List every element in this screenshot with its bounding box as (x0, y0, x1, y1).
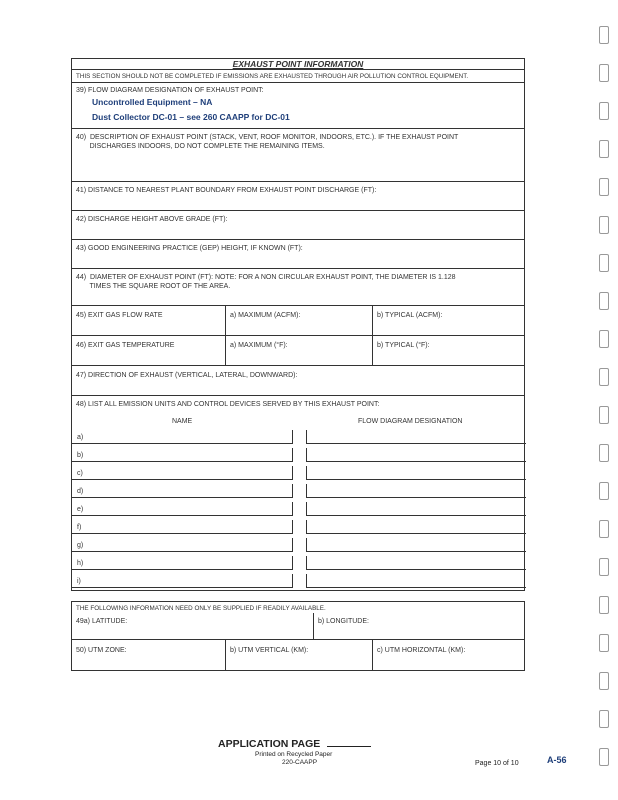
q46-typical-field[interactable]: b) TYPICAL (°F): (377, 342, 430, 349)
q42-row[interactable] (72, 211, 524, 240)
name-entry-field[interactable] (72, 466, 293, 480)
section-note-row (72, 70, 524, 83)
name-entry-field[interactable] (72, 556, 293, 570)
col-flow-header: FLOW DIAGRAM DESIGNATION (358, 418, 463, 425)
q40-row[interactable] (72, 129, 524, 182)
q43-label: 43) GOOD ENGINEERING PRACTICE (GEP) HEIGHT, IF KNOWN (FT): (76, 245, 303, 252)
section-title-row (72, 59, 524, 70)
q47-label: 47) DIRECTION OF EXHAUST (VERTICAL, LATERAL, DOWNWARD): (76, 372, 298, 379)
q39-answer-2[interactable]: Dust Collector DC-01 – see 260 CAAPP for DC-01 (92, 112, 290, 122)
binder-tab (599, 748, 609, 766)
q43-row[interactable] (72, 240, 524, 269)
name-entry-field[interactable] (72, 484, 293, 498)
binder-tab (599, 444, 609, 462)
q39-answer-1[interactable]: Uncontrolled Equipment – NA (92, 97, 213, 107)
entry-letter: d) (77, 488, 84, 495)
page-count: Page 10 of 10 (475, 760, 519, 767)
flow-designation-entry-field[interactable] (306, 466, 526, 480)
page-number-blank[interactable] (327, 746, 371, 747)
utm-row (72, 640, 524, 671)
col-name-header: NAME (172, 418, 193, 425)
latlon-row (72, 613, 524, 640)
section-title: EXHAUST POINT INFORMATION (232, 59, 364, 69)
flow-designation-entry-field[interactable] (306, 538, 526, 552)
q45-row (72, 306, 524, 336)
entry-letter: c) (77, 470, 83, 477)
location-note: THE FOLLOWING INFORMATION NEED ONLY BE SUPPLIED IF READILY AVAILABLE. (76, 605, 326, 612)
q48-label: 48) LIST ALL EMISSION UNITS AND CONTROL DEVICES SERVED BY THIS EXHAUST POINT: (76, 401, 380, 408)
utm-zone-field[interactable]: 50) UTM ZONE: (76, 647, 127, 654)
location-form (71, 601, 525, 671)
exhaust-point-form (71, 58, 525, 591)
binder-tab (599, 254, 609, 272)
utm-vertical-field[interactable]: b) UTM VERTICAL (KM): (230, 647, 309, 654)
q42-label: 42) DISCHARGE HEIGHT ABOVE GRADE (FT): (76, 216, 228, 223)
form-code: 220-CAAPP (282, 759, 318, 766)
location-note-row (72, 602, 524, 613)
q46-row (72, 336, 524, 366)
q44-row[interactable] (72, 269, 524, 306)
binder-tab (599, 330, 609, 348)
q46-label: 46) EXIT GAS TEMPERATURE (76, 342, 175, 349)
name-entry-field[interactable] (72, 430, 293, 444)
name-entry-field[interactable] (72, 574, 293, 588)
q39-row (72, 83, 524, 129)
appendix-code: A-56 (547, 755, 567, 765)
flow-designation-entry-field[interactable] (306, 520, 526, 534)
name-entry-field[interactable] (72, 448, 293, 462)
utm-horizontal-field[interactable]: c) UTM HORIZONTAL (KM): (377, 647, 466, 654)
q40-label: 40) DESCRIPTION OF EXHAUST POINT (STACK, VENT, ROOF MONITOR, INDOORS, ETC.). IF THE EXHAUST POINT DISCHARGES INDOORS, DO NOT COMPLETE THE REMAINING ITEMS. (76, 134, 459, 150)
binder-tab (599, 368, 609, 386)
entry-letter: e) (77, 506, 84, 513)
binder-tab (599, 406, 609, 424)
binder-tab (599, 292, 609, 310)
flow-designation-entry-field[interactable] (306, 574, 526, 588)
binder-tab (599, 178, 609, 196)
binder-tab (599, 710, 609, 728)
q41-label: 41) DISTANCE TO NEAREST PLANT BOUNDARY FROM EXHAUST POINT DISCHARGE (FT): (76, 187, 377, 194)
application-page-label (218, 738, 371, 750)
latitude-field[interactable]: 49a) LATITUDE: (76, 618, 128, 625)
q46-max-field[interactable]: a) MAXIMUM (°F): (230, 342, 288, 349)
entry-letter: f) (77, 524, 82, 531)
binder-tab (599, 634, 609, 652)
q45-label: 45) EXIT GAS FLOW RATE (76, 312, 163, 319)
binder-tab (599, 596, 609, 614)
binder-tab (599, 102, 609, 120)
section-note: THIS SECTION SHOULD NOT BE COMPLETED IF EMISSIONS ARE EXHAUSTED THROUGH AIR POLLUTION CONTROL EQUIPMENT. (76, 73, 469, 80)
application-page-text: APPLICATION PAGE (218, 738, 321, 750)
entry-letter: b) (77, 452, 84, 459)
q41-row[interactable] (72, 182, 524, 211)
flow-designation-entry-field[interactable] (306, 484, 526, 498)
recycled-paper-note: Printed on Recycled Paper (255, 751, 333, 758)
q39-label: 39) FLOW DIAGRAM DESIGNATION OF EXHAUST POINT: (76, 87, 264, 94)
longitude-field[interactable]: b) LONGITUDE: (318, 618, 369, 625)
entry-letter: a) (77, 434, 84, 441)
name-entry-field[interactable] (72, 502, 293, 516)
name-entry-field[interactable] (72, 520, 293, 534)
q47-row[interactable] (72, 366, 524, 396)
flow-designation-entry-field[interactable] (306, 448, 526, 462)
binder-tab (599, 482, 609, 500)
q44-label: 44) DIAMETER OF EXHAUST POINT (FT): NOTE: FOR A NON CIRCULAR EXHAUST POINT, THE DIAMETER IS 1.128 TIMES THE SQUARE ROOT OF THE AREA. (76, 274, 456, 290)
binder-tab (599, 26, 609, 44)
name-entry-field[interactable] (72, 538, 293, 552)
q45-max-field[interactable]: a) MAXIMUM (ACFM): (230, 312, 301, 319)
entry-letter: h) (77, 560, 84, 567)
flow-designation-entry-field[interactable] (306, 430, 526, 444)
binder-tab (599, 140, 609, 158)
entry-letter: g) (77, 542, 84, 549)
binder-tab (599, 64, 609, 82)
binder-tab (599, 672, 609, 690)
flow-designation-entry-field[interactable] (306, 556, 526, 570)
q48-row (72, 396, 524, 592)
q45-typical-field[interactable]: b) TYPICAL (ACFM): (377, 312, 443, 319)
flow-designation-entry-field[interactable] (306, 502, 526, 516)
binder-tab (599, 520, 609, 538)
binder-tab (599, 216, 609, 234)
binder-tab (599, 558, 609, 576)
entry-letter: i) (77, 578, 81, 585)
